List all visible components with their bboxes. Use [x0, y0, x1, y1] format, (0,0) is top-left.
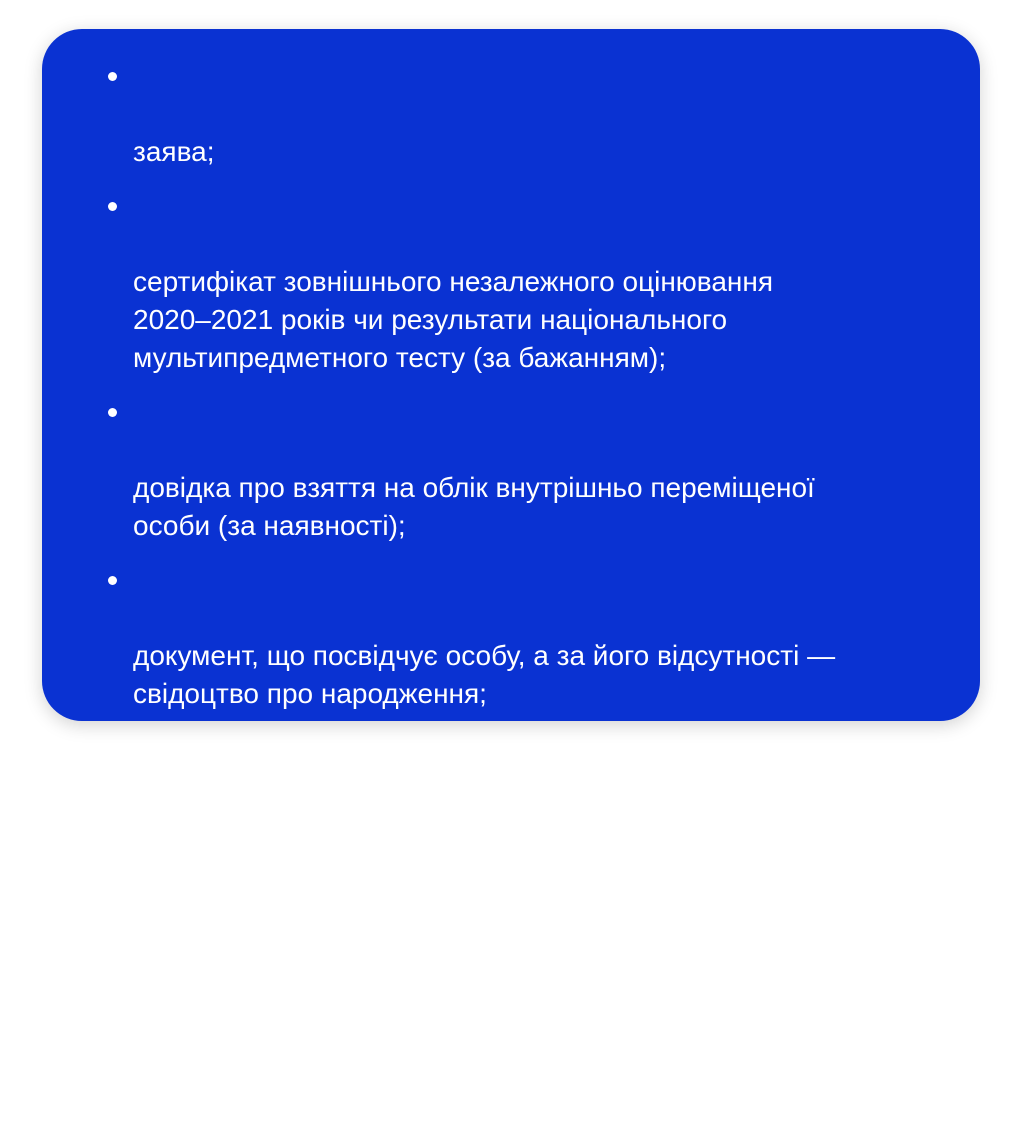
- list-item: [133, 187, 953, 377]
- bullet-icon: [108, 576, 117, 585]
- bullet-icon: [108, 408, 117, 417]
- bullet-icon: [108, 202, 117, 211]
- list-item-text: документ про освіту державного зразка та додаток до нього або довідку про успішне проходження річного оцінювання та державну підсумкову атестацію (у разі віддаленої подачі центр отримує довідку самостійно від закладу проходження тестування/оцінювання).: [133, 938, 834, 1121]
- bullet-icon: [108, 72, 117, 81]
- list-item: [133, 729, 953, 843]
- list-item: [133, 57, 953, 171]
- list-item: [133, 393, 953, 545]
- list-item-text: сертифікат зовнішнього незалежного оцінювання 2020–2021 років чи результати національного мультипредметного тесту (за бажанням);: [133, 266, 774, 373]
- bullet-icon: [108, 874, 117, 883]
- required-documents-list: [133, 57, 953, 1141]
- list-item-text: документ, що посвідчує особу, а за його відсутності — свідоцтво про народження;: [133, 640, 836, 709]
- list-item-text: чотири кольорові фотографії розміром 3×4 см;: [133, 808, 740, 839]
- document-card: [42, 29, 980, 1121]
- bullet-icon: [108, 744, 117, 753]
- list-item-text: довідка про взяття на облік внутрішньо переміщеної особи (за наявності);: [133, 472, 815, 541]
- list-item: [133, 859, 953, 1125]
- list-item-text: заява;: [133, 136, 215, 167]
- list-item: [133, 561, 953, 713]
